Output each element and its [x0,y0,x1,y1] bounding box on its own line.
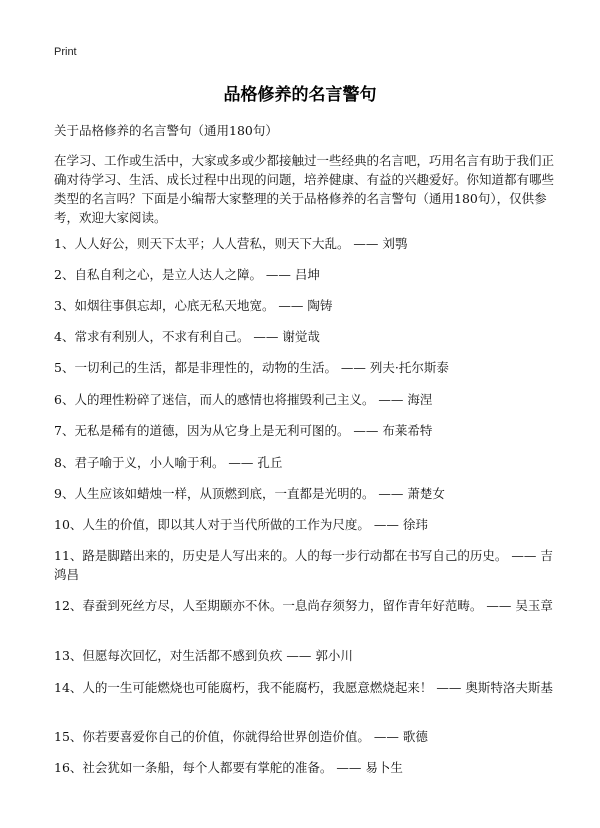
quote-item: 1、人人好公，则天下太平；人人营私，则天下大乱。 —— 刘鹗 [54,236,408,251]
quote-item: 4、常求有利别人，不求有利自己。 —— 谢觉哉 [54,329,320,344]
quote-item: 7、无私是稀有的道德，因为从它身上是无利可图的。 —— 布莱希特 [54,423,433,438]
quote-item: 10、人生的价值，即以其人对于当代所做的工作为尺度。 —— 徐玮 [54,517,428,532]
quote-item: 15、你若要喜爱你自己的价值，你就得给世界创造价值。 —— 歌德 [54,729,428,744]
quote-item: 8、君子喻于义，小人喻于利。 —— 孔丘 [54,455,283,470]
quote-item: 9、人生应该如蜡烛一样，从顶燃到底，一直都是光明的。 —— 萧楚女 [54,486,445,501]
quote-item: 12、春蚕到死丝方尽，人至期颐亦不休。一息尚存须努力，留作青年好范畴。 —— 吴玉章 [54,598,553,613]
document-subtitle: 关于品格修养的名言警句（通用180句） [54,123,278,138]
intro-paragraph: 在学习、工作或生活中，大家或多或少都接触过一些经典的名言吧，巧用名言有助于我们正确对待学习、生活、成长过程中出现的问题，培养健康、有益的兴趣爱好。你知道都有哪些类型的名言吗？下面是小编帮大家整理的关于品格修养的名言警句（通用180句），仅供参考，欢迎大家阅读。 [54,153,555,225]
quote-item: 13、但愿每次回忆，对生活都不感到负疚 —— 郭小川 [54,648,353,663]
quote-item: 5、一切利己的生活，都是非理性的，动物的生活。 —— 列夫·托尔斯泰 [54,360,449,375]
quote-item: 16、社会犹如一条船，每个人都要有掌舵的准备。 —— 易卜生 [54,760,403,775]
quote-item: 6、人的理性粉碎了迷信，而人的感情也将摧毁利己主义。 —— 海涅 [54,392,433,407]
quote-item: 2、自私自利之心，是立人达人之障。 —— 吕坤 [54,267,320,282]
quote-item: 11、路是脚踏出来的，历史是人写出来的。人的每一步行动都在书写自己的历史。 —— 吉鸿昌 [54,548,553,582]
print-link[interactable]: Print [54,46,77,58]
quote-item: 3、如烟往事俱忘却，心底无私天地宽。 —— 陶铸 [54,298,333,313]
quote-item: 14、人的一生可能燃烧也可能腐朽，我不能腐朽，我愿意燃烧起来！ —— 奥斯特洛夫斯基 [54,680,553,695]
page-title: 品格修养的名言警句 [223,85,377,105]
